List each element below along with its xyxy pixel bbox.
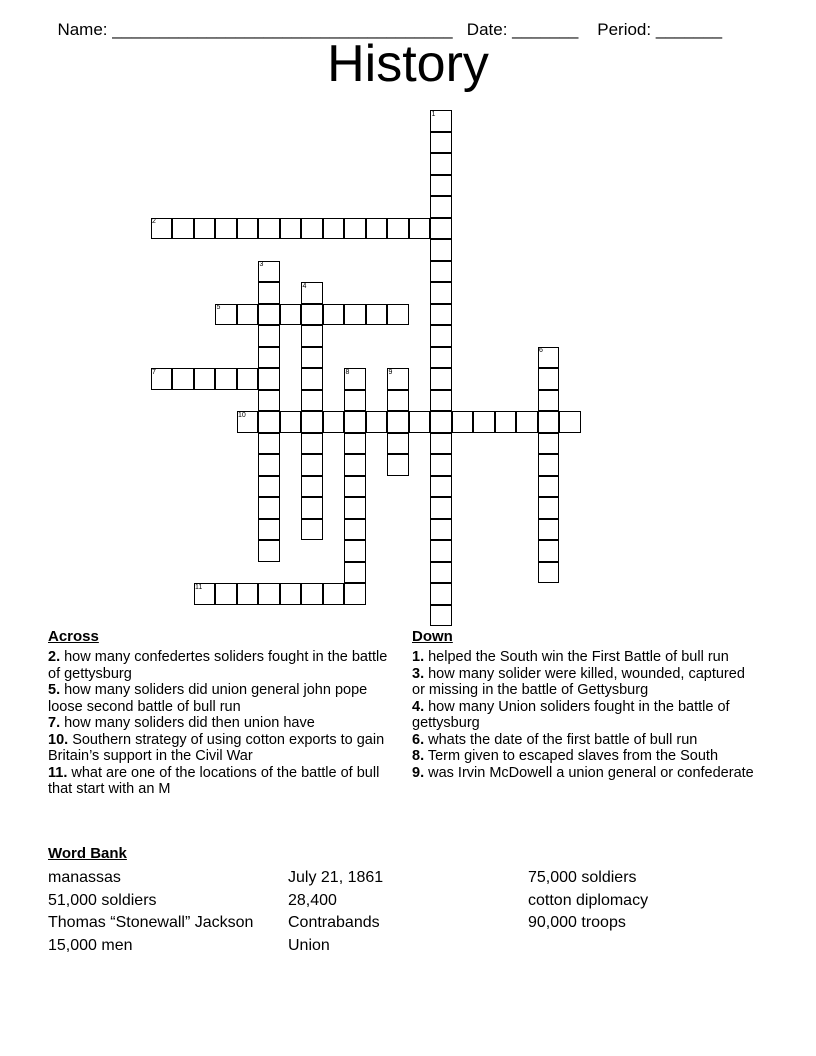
crossword-cell[interactable] <box>430 261 452 283</box>
crossword-cell[interactable] <box>215 583 237 605</box>
crossword-cell[interactable] <box>172 368 194 390</box>
clue-text: how many Union soliders fought in the battle of gettysburg <box>412 698 730 731</box>
clue-number: 11. <box>48 764 68 781</box>
crossword-cell[interactable] <box>430 519 452 541</box>
clue-number-label: 7 <box>152 368 156 376</box>
word-bank-entry: Union <box>288 937 330 955</box>
crossword-cell[interactable] <box>430 540 452 562</box>
down-clue <box>412 666 757 699</box>
down-clue <box>412 748 757 765</box>
crossword-cell[interactable] <box>301 368 323 390</box>
crossword-cell[interactable] <box>344 454 366 476</box>
crossword-cell[interactable] <box>323 304 345 326</box>
word-bank-heading: Word Bank <box>48 845 127 862</box>
crossword-cell[interactable] <box>344 411 366 433</box>
crossword-cell[interactable] <box>258 497 280 519</box>
crossword-cell[interactable] <box>430 497 452 519</box>
crossword-cell[interactable] <box>409 411 431 433</box>
crossword-cell[interactable] <box>258 390 280 412</box>
crossword-cell[interactable] <box>172 218 194 240</box>
word-bank-column-3 <box>528 867 648 935</box>
crossword-cell[interactable] <box>280 411 302 433</box>
clue-number-label: 2 <box>152 218 156 225</box>
crossword-cell[interactable] <box>237 583 259 605</box>
across-clue <box>48 732 398 765</box>
crossword-cell[interactable] <box>430 562 452 584</box>
crossword-cell[interactable] <box>344 562 366 584</box>
crossword-cell[interactable] <box>215 368 237 390</box>
clue-text: helped the South win the First Battle of bull run <box>424 649 729 665</box>
crossword-cell[interactable] <box>344 583 366 605</box>
crossword-cell[interactable] <box>430 304 452 326</box>
crossword-cell[interactable] <box>430 325 452 347</box>
crossword-cell[interactable] <box>538 433 560 455</box>
name-field[interactable]: Name: ____________________________________ <box>57 20 453 39</box>
crossword-cell[interactable] <box>258 433 280 455</box>
crossword-cell[interactable] <box>430 239 452 261</box>
across-clues <box>48 628 398 798</box>
crossword-cell[interactable] <box>301 411 323 433</box>
clue-number-label: 5 <box>216 304 221 311</box>
crossword-cell[interactable] <box>280 583 302 605</box>
across-clue <box>48 649 398 682</box>
crossword-cell[interactable] <box>344 304 366 326</box>
clue-text: Term given to escaped slaves from the South <box>424 748 719 764</box>
clue-text: how many soliders did then union have <box>60 715 315 731</box>
crossword-cell[interactable] <box>280 304 302 326</box>
down-clues <box>412 628 757 781</box>
crossword-cell[interactable] <box>366 218 388 240</box>
clue-number: 1. <box>412 649 425 665</box>
clue-number: 9. <box>412 764 425 781</box>
crossword-cell[interactable] <box>301 347 323 369</box>
crossword-cell[interactable] <box>430 368 452 390</box>
crossword-cell[interactable] <box>301 454 323 476</box>
crossword-cell[interactable] <box>473 411 495 433</box>
clue-text: was Irvin McDowell a union general or confederate <box>424 764 754 781</box>
crossword-cell[interactable] <box>301 519 323 541</box>
crossword-cell[interactable] <box>430 218 452 240</box>
clue-number-label: 6 <box>539 347 543 354</box>
word-bank-entry: Contrabands <box>288 914 380 932</box>
clue-number-label: 11 <box>195 583 203 591</box>
clue-text: what are one of the locations of the battle of bull that start with an M <box>48 764 380 797</box>
clue-number: 4. <box>412 698 425 715</box>
word-bank-entry: 51,000 soldiers <box>48 891 157 909</box>
crossword-cell[interactable] <box>258 519 280 541</box>
crossword-cell[interactable] <box>387 433 409 455</box>
crossword-cell[interactable] <box>538 390 560 412</box>
crossword-cell[interactable] <box>387 411 409 433</box>
crossword-cell[interactable] <box>344 519 366 541</box>
clue-number-label: 4 <box>302 282 307 290</box>
crossword-cell[interactable] <box>258 368 280 390</box>
word-bank-entry: Thomas “Stonewall” Jackson <box>48 914 254 932</box>
down-clue <box>412 732 757 749</box>
crossword-cell[interactable] <box>430 347 452 369</box>
clue-number: 8. <box>412 748 425 764</box>
crossword-cell[interactable] <box>258 454 280 476</box>
across-heading: Across <box>48 628 99 645</box>
crossword-cell[interactable] <box>430 411 452 433</box>
crossword-cell[interactable] <box>258 282 280 304</box>
crossword-cell[interactable] <box>430 132 452 154</box>
clue-number-label: 9 <box>388 368 393 376</box>
word-bank-entry: cotton diplomacy <box>528 891 649 909</box>
word-bank-entry: 90,000 troops <box>528 914 626 932</box>
page-title: History <box>327 35 489 93</box>
down-heading: Down <box>412 628 453 645</box>
crossword-cell[interactable] <box>344 497 366 519</box>
down-clue <box>412 699 757 732</box>
crossword-cell[interactable] <box>430 196 452 218</box>
crossword-cell[interactable] <box>366 411 388 433</box>
crossword-cell[interactable] <box>430 282 452 304</box>
crossword-cell[interactable] <box>344 390 366 412</box>
crossword-cell[interactable] <box>258 218 280 240</box>
clue-text: how many confedertes soliders fought in the battle of gettysburg <box>48 649 388 682</box>
crossword-cell[interactable] <box>430 476 452 498</box>
clue-text: whats the date of the first battle of bull run <box>424 731 698 748</box>
crossword-cell[interactable] <box>538 476 560 498</box>
crossword-cell[interactable] <box>430 433 452 455</box>
period-field[interactable]: Period: _______ <box>597 20 723 39</box>
crossword-cell[interactable] <box>387 304 409 326</box>
down-clue <box>412 765 757 782</box>
clue-number: 10. <box>48 731 69 748</box>
crossword-cell[interactable] <box>258 411 280 433</box>
crossword-cell[interactable] <box>301 476 323 498</box>
crossword-cell[interactable] <box>430 605 452 627</box>
crossword-cell[interactable] <box>258 325 280 347</box>
crossword-cell[interactable] <box>387 390 409 412</box>
clue-number-label: 8 <box>345 368 350 376</box>
crossword-cell[interactable] <box>258 540 280 562</box>
crossword-cell[interactable] <box>538 497 560 519</box>
clue-number: 2. <box>48 649 61 665</box>
crossword-cell[interactable] <box>344 476 366 498</box>
clue-number-label: 1 <box>431 110 436 118</box>
crossword-cell[interactable] <box>344 433 366 455</box>
clue-text: Southern strategy of using cotton exports to gain Britain’s support in the Civil War <box>48 731 385 764</box>
date-field[interactable]: Date: _______ <box>466 20 579 39</box>
clue-text: how many soliders did union general john pope loose second battle of bull run <box>48 682 368 715</box>
crossword-cell[interactable] <box>301 325 323 347</box>
crossword-cell[interactable] <box>258 347 280 369</box>
crossword-cell[interactable] <box>538 411 560 433</box>
clue-number: 3. <box>412 665 425 682</box>
crossword-cell[interactable] <box>495 411 517 433</box>
crossword-cell[interactable] <box>344 218 366 240</box>
word-bank-column-2 <box>288 867 383 958</box>
clue-number: 7. <box>48 715 61 731</box>
crossword-cell[interactable] <box>237 304 259 326</box>
crossword-cell[interactable] <box>366 304 388 326</box>
crossword-cell[interactable] <box>194 218 216 240</box>
word-bank-entry: 28,400 <box>288 891 337 909</box>
crossword-cell[interactable] <box>258 476 280 498</box>
crossword-cell[interactable] <box>538 562 560 584</box>
word-bank-entry: 75,000 soldiers <box>528 869 637 886</box>
word-bank-column-1 <box>48 867 253 958</box>
down-clue <box>412 649 757 666</box>
crossword-cell[interactable] <box>194 368 216 390</box>
crossword-cell[interactable] <box>538 540 560 562</box>
crossword-cell[interactable] <box>516 411 538 433</box>
across-clue <box>48 715 398 732</box>
word-bank-entry: manassas <box>48 869 121 886</box>
crossword-cell[interactable] <box>430 583 452 605</box>
clue-number: 5. <box>48 682 61 698</box>
crossword-cell[interactable] <box>301 218 323 240</box>
crossword-cell[interactable] <box>258 583 280 605</box>
clue-number-label: 3 <box>259 261 264 268</box>
crossword-cell[interactable] <box>301 390 323 412</box>
crossword-cell[interactable] <box>538 454 560 476</box>
crossword-cell[interactable] <box>430 454 452 476</box>
clue-number: 6. <box>412 731 425 748</box>
word-bank-entry: July 21, 1861 <box>288 869 384 886</box>
crossword-cell[interactable] <box>280 218 302 240</box>
clue-number-label: 10 <box>238 411 246 419</box>
crossword-cell[interactable] <box>301 583 323 605</box>
crossword-cell[interactable] <box>387 454 409 476</box>
crossword-cell[interactable] <box>409 218 431 240</box>
word-bank-entry: 15,000 men <box>48 937 133 955</box>
crossword-cell[interactable] <box>237 218 259 240</box>
crossword-cell[interactable] <box>301 304 323 326</box>
crossword-cell[interactable] <box>344 540 366 562</box>
crossword-cell[interactable] <box>323 218 345 240</box>
crossword-cell[interactable] <box>215 218 237 240</box>
crossword-cell[interactable] <box>301 433 323 455</box>
crossword-cell[interactable] <box>323 583 345 605</box>
clue-text: how many solider were killed, wounded, captured or missing in the battle of Gettysburg <box>412 665 745 698</box>
crossword-cell[interactable] <box>559 411 581 433</box>
crossword-cell[interactable] <box>430 175 452 197</box>
across-clue <box>48 682 398 715</box>
crossword-cell[interactable] <box>538 368 560 390</box>
crossword-cell[interactable] <box>237 368 259 390</box>
crossword-cell[interactable] <box>301 497 323 519</box>
crossword-cell[interactable] <box>430 153 452 175</box>
crossword-cell[interactable] <box>430 390 452 412</box>
crossword-cell[interactable] <box>538 519 560 541</box>
crossword-cell[interactable] <box>258 304 280 326</box>
crossword-cell[interactable] <box>452 411 474 433</box>
crossword-cell[interactable] <box>323 411 345 433</box>
crossword-cell[interactable] <box>387 218 409 240</box>
across-clue <box>48 765 398 798</box>
